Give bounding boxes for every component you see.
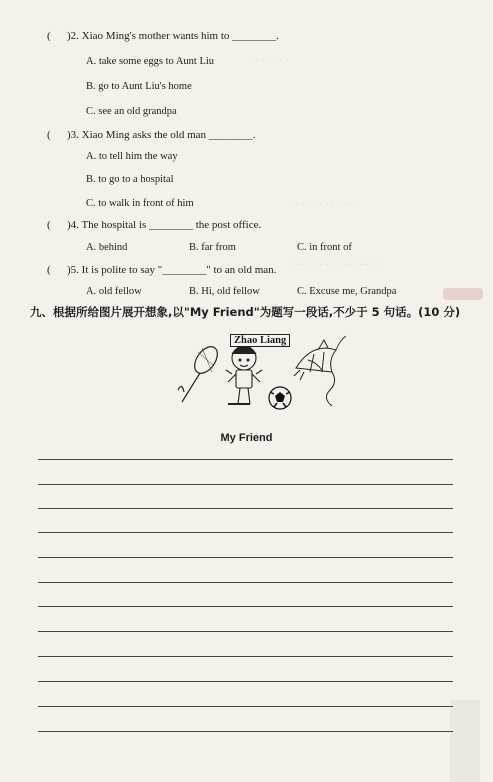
boy-figure bbox=[226, 346, 262, 404]
writing-line-2[interactable] bbox=[38, 484, 453, 485]
writing-line-6[interactable] bbox=[38, 582, 453, 583]
question-4: ( )4. The hospital is ________ the post office. bbox=[47, 219, 262, 231]
question-text: )2. Xiao Ming's mother wants him to ________. bbox=[67, 30, 279, 42]
racket-icon bbox=[178, 343, 222, 402]
option-c: C. in front of bbox=[297, 242, 352, 253]
bleed-through-mark bbox=[443, 288, 483, 300]
option-a: A. to tell him the way bbox=[86, 151, 178, 162]
option-c: C. to walk in front of him bbox=[86, 198, 194, 209]
section-title: 九、根据所给图片展开想象,以"My Friend"为题写一段话,不少于 5 句话。(10 分) bbox=[30, 305, 461, 319]
writing-line-5[interactable] bbox=[38, 557, 453, 558]
bleed-through-text: · · · · · · · · · · · · bbox=[290, 200, 358, 211]
question-5: ( )5. It is polite to say "________" to an old man. bbox=[47, 264, 277, 276]
writing-line-12[interactable] bbox=[38, 731, 453, 732]
question-text: )3. Xiao Ming asks the old man ________. bbox=[67, 129, 256, 141]
writing-line-9[interactable] bbox=[38, 656, 453, 657]
page-fold-shadow bbox=[450, 700, 480, 782]
question-2: ( )2. Xiao Ming's mother wants him to ________. bbox=[47, 30, 279, 42]
soccer-ball-icon bbox=[269, 387, 291, 409]
writing-line-8[interactable] bbox=[38, 631, 453, 632]
option-b: B. far from bbox=[189, 242, 236, 253]
name-tag: Zhao Liang bbox=[230, 334, 290, 347]
writing-line-4[interactable] bbox=[38, 532, 453, 533]
bleed-through-text: · · · · · · · · · · · · · · · · bbox=[290, 260, 381, 271]
option-b: B. go to Aunt Liu's home bbox=[86, 81, 192, 92]
writing-line-7[interactable] bbox=[38, 606, 453, 607]
option-a: A. take some eggs to Aunt Liu bbox=[86, 56, 215, 67]
kite-icon bbox=[294, 336, 346, 406]
writing-line-3[interactable] bbox=[38, 508, 453, 509]
writing-line-1[interactable] bbox=[38, 459, 453, 460]
question-text: )4. The hospital is ________ the post office. bbox=[67, 219, 262, 231]
option-a: A. behind bbox=[86, 242, 128, 253]
bleed-through-text: · · · · · · · bbox=[250, 56, 289, 67]
option-c: C. Excuse me, Grandpa bbox=[297, 286, 397, 297]
essay-title: My Friend bbox=[220, 432, 273, 444]
question-3: ( )3. Xiao Ming asks the old man ________. bbox=[47, 129, 256, 141]
option-b: B. Hi, old fellow bbox=[189, 286, 260, 297]
option-b: B. to go to a hospital bbox=[86, 174, 174, 185]
question-text: )5. It is polite to say "________" to an old man. bbox=[67, 264, 277, 276]
option-c: C. see an old grandpa bbox=[86, 106, 177, 117]
option-a: A. old fellow bbox=[86, 286, 142, 297]
writing-line-11[interactable] bbox=[38, 706, 453, 707]
writing-line-10[interactable] bbox=[38, 681, 453, 682]
